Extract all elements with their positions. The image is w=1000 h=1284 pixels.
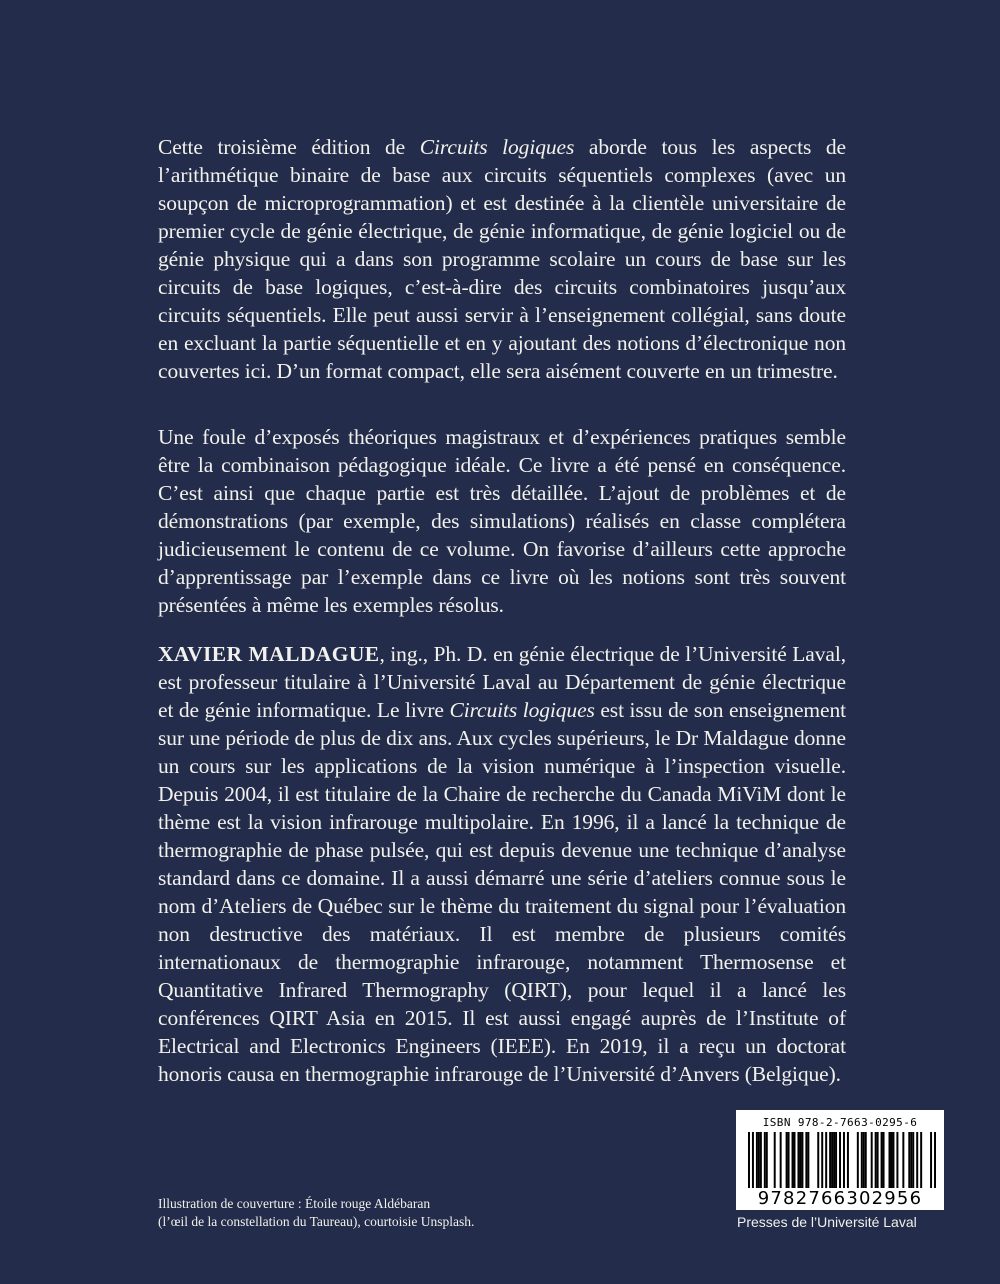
barcode-bar — [794, 1132, 796, 1188]
barcode-bar — [807, 1132, 809, 1188]
barcode-bar — [780, 1132, 782, 1188]
barcode-bar — [764, 1132, 766, 1188]
isbn-barcode — [736, 1110, 944, 1210]
barcode-bar — [890, 1132, 892, 1188]
barcode-bar — [892, 1132, 894, 1188]
barcode-bar — [752, 1132, 754, 1188]
barcode-bar — [792, 1132, 794, 1188]
barcode-bar — [920, 1132, 922, 1188]
barcode-bar — [774, 1132, 776, 1188]
barcode-bar — [930, 1132, 932, 1188]
barcode-bar — [871, 1132, 873, 1188]
author-bio-book-title: Circuits logiques — [449, 698, 595, 722]
barcode-bar — [758, 1132, 760, 1188]
description-paragraph-2: Une foule d’exposés théoriques magistraux et d’expériences pratiques semble être la combinaison pédagogique idéale. Ce livre a été pensé en conséquence. C’est ainsi que chaque partie est très détaillée. L’ajout de problèmes et de démonstrations (par exemple, des simulations) réalisés en classe complétera judicieusement le contenu de ce volume. On favorise d’ailleurs cette approche d’apprentissage par l’exemple dans ce livre où les notions sont très souvent présentées à même les exemples résolus. — [158, 425, 846, 617]
barcode-bar — [912, 1132, 914, 1188]
barcode-bar — [766, 1132, 768, 1188]
author-bio — [158, 640, 846, 1088]
description-paragraph-1 — [158, 133, 846, 385]
barcode-bar — [801, 1132, 803, 1188]
barcode-bar — [786, 1132, 788, 1188]
caption-line-2: (l’œil de la constellation du Taureau), courtoisie Unsplash. — [158, 1214, 475, 1229]
barcode-bar — [835, 1132, 837, 1188]
barcode-bar — [843, 1132, 845, 1188]
barcode-bar — [896, 1132, 898, 1188]
barcode-bar — [797, 1132, 799, 1188]
barcode-bar — [805, 1132, 807, 1188]
book-title: Circuits logiques — [419, 135, 575, 159]
caption-line-1: Illustration de couverture : Étoile rouge Aldébaran — [158, 1196, 431, 1211]
barcode-bar — [865, 1132, 867, 1188]
author-name: XAVIER MALDAGUE — [158, 642, 380, 666]
barcode-bar — [799, 1132, 801, 1188]
barcode-bar — [847, 1132, 849, 1188]
barcode-bar — [863, 1132, 865, 1188]
barcode-bar — [748, 1132, 750, 1188]
p1-text-after: aborde tous les aspects de l’arithmétique binaire de base aux circuits séquentiels complexes (avec un soupçon de microprogrammation) et est destinée à la clientèle universitaire de premier cycle de génie électrique, de génie informatique, de génie logiciel ou de génie physique qui a dans son programme scolaire un cours de base sur les circuits de base logiques, c’est-à-dire des circuits combinatoires jusqu’aux circuits séquentiels. Elle peut aussi servir à l’enseignement collégial, sans doute en excluant la partie séquentielle et en y ajoutant des notions d’électronique non couvertes ici. D’un format compact, elle sera aisément couverte en un trimestre. — [158, 135, 846, 383]
barcode-bar — [839, 1132, 841, 1188]
barcode-bar — [829, 1132, 831, 1188]
cover-illustration-credit — [158, 1195, 578, 1231]
barcode-bar — [889, 1132, 891, 1188]
barcode-bar — [908, 1132, 910, 1188]
barcode-bar — [857, 1132, 859, 1188]
barcode-bar — [788, 1132, 790, 1188]
barcode-bar — [825, 1132, 827, 1188]
barcode-bar — [883, 1132, 885, 1188]
barcode-bar — [817, 1132, 819, 1188]
barcode-bar — [934, 1132, 936, 1188]
barcode-bar — [833, 1132, 835, 1188]
author-bio-after: est issu de son enseignement sur une période de plus de dix ans. Aux cycles supérieurs, le Dr Maldague donne un cours sur les applications de la vision numérique à l’inspection visuelle. Depuis 2004, il est titulaire de la Chaire de recherche du Canada MiViM dont le thème est la vision infrarouge multipolaire. En 1996, il a lancé la technique de thermographie de phase pulsée, qui est depuis devenue une technique d’analyse standard dans ce domaine. Il a aussi démarré une série d’ateliers connue sous le nom d’Ateliers de Québec sur le thème du traitement du signal pour l’évaluation non destructive des matériaux. Il est membre de plusieurs comités internationaux de thermographie infrarouge, notamment Thermosense et Quantitative Infrared Thermography (QIRT), pour lequel il a lancé les conférences QIRT Asia en 2015. Il est aussi engagé auprès de l’Institute of Electrical and Electronics Engineers (IEEE). En 2019, il a reçu un doctorat honoris causa en thermographie infrarouge de l’Université d’Anvers (Belgique). — [158, 698, 846, 1086]
barcode-bar — [821, 1132, 823, 1188]
barcode-bar — [881, 1132, 883, 1188]
barcode-bar — [902, 1132, 904, 1188]
barcode-bar — [831, 1132, 833, 1188]
barcode-bar — [875, 1132, 877, 1188]
barcode-bar — [910, 1132, 912, 1188]
barcode-bar — [760, 1132, 762, 1188]
barcode-bar — [877, 1132, 879, 1188]
barcode-bar — [756, 1132, 758, 1188]
isbn-label: ISBN 978-2-7663-0295-6 — [762, 1116, 918, 1129]
author-bio-before: , ing., Ph. D. en génie électrique de l’Université Laval, est professeur titulaire à l’Université Laval au Département de génie électrique et de génie informatique. Le livre — [158, 642, 846, 722]
p1-text-before: Cette troisième édition de — [158, 135, 420, 159]
barcode-bar — [916, 1132, 918, 1188]
publisher-name: Presses de l’Université Laval — [737, 1214, 917, 1230]
ean-digits: 9782766302956 — [757, 1188, 923, 1209]
barcode-bars — [748, 1132, 936, 1188]
barcode-bar — [861, 1132, 863, 1188]
